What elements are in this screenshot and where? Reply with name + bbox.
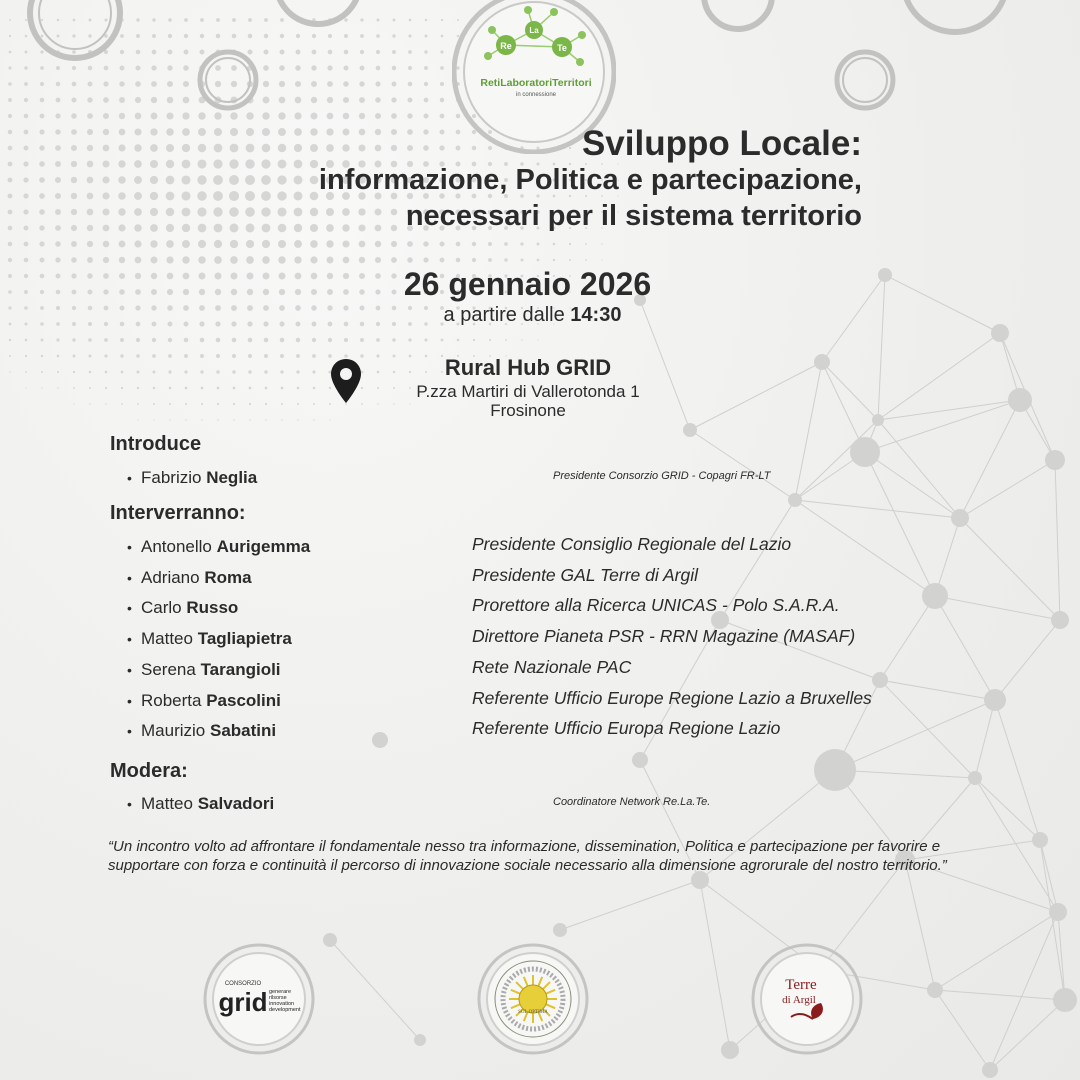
grid-tagline-4: development (269, 1007, 301, 1013)
person-role: Presidente Consiglio Regionale del Lazio (472, 534, 792, 554)
location-pin-icon (329, 357, 363, 405)
terre-di-argil-logo (751, 943, 863, 1055)
person-last-name: Salvadori (197, 794, 275, 813)
grid-tagline-1: generare (269, 989, 292, 995)
venue (398, 354, 658, 420)
event-time (0, 304, 1065, 327)
bullet-icon: • (127, 600, 132, 617)
person-first-name: Roberta (141, 690, 202, 710)
person-last-name: Neglia (206, 468, 258, 487)
interverranno-person (127, 596, 238, 620)
venue-name: Rural Hub GRID (444, 355, 612, 380)
person-role: Presidente GAL Terre di Argil (472, 564, 698, 585)
logo-bubble-te: Te (557, 43, 567, 53)
bullet-icon: • (127, 692, 132, 709)
modera-person (127, 792, 274, 816)
logo-bubble-re: Re (500, 41, 512, 51)
unicas-motto: SOL OPTIMA (518, 1010, 548, 1015)
grid-name: grid (218, 987, 268, 1017)
title-line-2: informazione, Politica e partecipazione, (318, 164, 862, 196)
logo-tagline: in connessione (515, 92, 557, 98)
introduce-person (127, 466, 257, 490)
terre-line-1: Terre (785, 977, 817, 993)
person-role: Rete Nazionale PAC (472, 656, 632, 677)
bullet-icon: • (127, 539, 132, 555)
person-role: Coordinatore Network Re.La.Te. (553, 796, 711, 808)
person-role: Referente Ufficio Europe Regione Lazio a Bruxelles (472, 687, 872, 708)
bullet-icon: • (127, 631, 132, 648)
bullet-icon: • (127, 796, 132, 812)
bullet-icon: • (127, 569, 132, 586)
venue-address: P.zza Martiri di Vallerotonda 1 (416, 382, 640, 401)
page-title (319, 126, 862, 234)
person-role: Referente Ufficio Europa Regione Lazio (472, 718, 781, 739)
person-first-name: Matteo (141, 629, 193, 649)
person-last-name: Roma (204, 567, 252, 587)
time-value: 14:30 (570, 304, 622, 326)
time-prefix: a partire dalle (443, 304, 571, 326)
person-first-name: Matteo (141, 794, 193, 813)
interverranno-person (127, 689, 281, 713)
person-first-name: Maurizio (141, 721, 206, 741)
modera-heading: Modera: (110, 760, 188, 782)
grid-tagline-2: rilsorse (269, 995, 287, 1001)
person-first-name: Fabrizio (141, 468, 202, 487)
logo-name: RetiLaboratoriTerritori (480, 77, 592, 89)
event-quote: “Un incontro volto ad affrontare il fondamentale nesso tra informazione, dissemination, Politica e partecipazione per favorire e supportare con forza e continuità il percorso di innovazione sociale necessario alla dimensione agrorurale del nostro territorio.” (108, 838, 947, 874)
person-last-name: Sabatini (209, 721, 277, 741)
person-last-name: Tagliapietra (197, 629, 292, 649)
person-first-name: Adriano (141, 567, 200, 587)
person-first-name: Serena (141, 659, 196, 679)
interverranno-person (127, 627, 292, 651)
person-role: Presidente Consorzio GRID - Copagri FR-LT (553, 470, 771, 482)
bullet-icon: • (127, 723, 132, 740)
interverranno-person (127, 535, 310, 559)
bullet-icon: • (127, 661, 132, 678)
terre-line-2: di Argil (782, 994, 816, 1006)
grid-top-text: CONSORZIO (224, 981, 262, 987)
interverranno-heading: Interverranno: (110, 502, 246, 524)
person-last-name: Pascolini (206, 690, 281, 710)
introduce-heading: Introduce (110, 433, 202, 455)
interverranno-person (127, 719, 276, 743)
unicas-logo (477, 943, 589, 1055)
person-last-name: Russo (186, 598, 239, 618)
person-first-name: Antonello (141, 537, 212, 556)
title-line-3: necessari per il sistema territorio (405, 200, 862, 232)
title-line-1: Sviluppo Locale: (581, 124, 862, 163)
event-date: 26 gennaio 2026 (403, 266, 652, 302)
person-last-name: Tarangioli (200, 659, 281, 679)
venue-city: Frosinone (490, 401, 566, 420)
person-role: Direttore Pianeta PSR - RRN Magazine (MASAF) (472, 626, 856, 647)
bullet-icon: • (127, 470, 132, 486)
interverranno-person (127, 566, 252, 590)
person-last-name: Aurigemma (216, 537, 311, 556)
person-role: Prorettore alla Ricerca UNICAS - Polo S.A.R.A. (472, 595, 840, 616)
grid-tagline-3: innovation (269, 1001, 295, 1007)
person-first-name: Carlo (141, 598, 182, 618)
interverranno-person (127, 658, 281, 682)
logo-bubble-la: La (529, 26, 539, 35)
grid-consortium-logo (203, 943, 315, 1055)
